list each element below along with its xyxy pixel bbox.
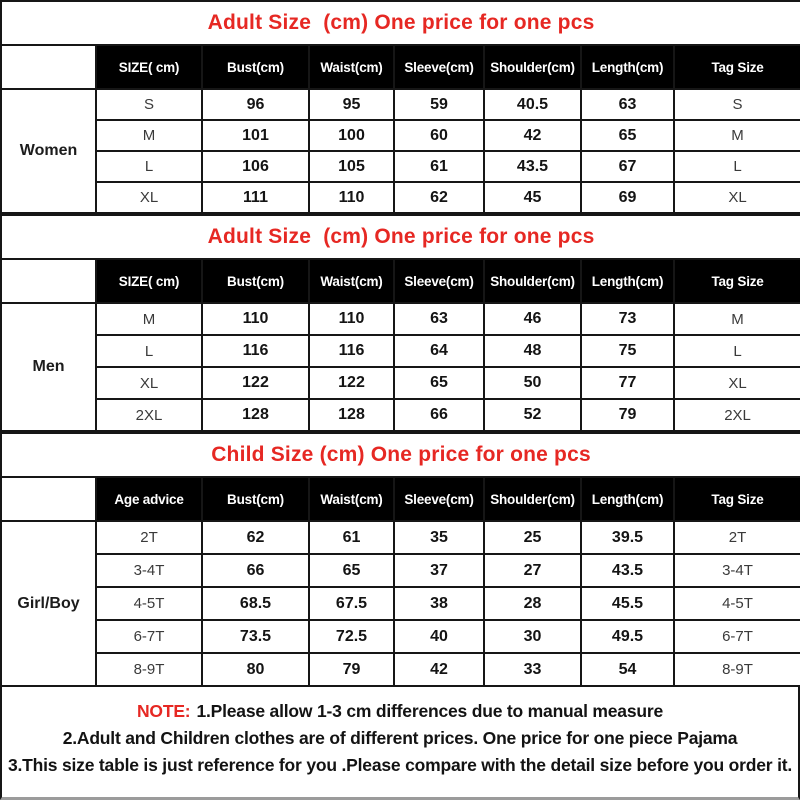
table-row xyxy=(1,367,800,399)
column-header: Sleeve(cm) xyxy=(394,259,484,303)
measurement-value: 30 xyxy=(484,620,581,653)
row-size-label: M xyxy=(96,120,202,151)
measurement-value: 64 xyxy=(394,335,484,367)
measurement-value: 65 xyxy=(309,554,394,587)
tag-size-value: L xyxy=(674,335,800,367)
row-size-label: L xyxy=(96,335,202,367)
row-size-label: XL xyxy=(96,367,202,399)
measurement-value: 110 xyxy=(309,182,394,213)
measurement-value: 73.5 xyxy=(202,620,309,653)
group-label: Women xyxy=(1,89,96,213)
table-header-row xyxy=(1,259,800,303)
column-header: Waist(cm) xyxy=(309,45,394,89)
table-header-row xyxy=(1,477,800,521)
measurement-value: 63 xyxy=(394,303,484,335)
table-header-row xyxy=(1,45,800,89)
measurement-value: 67 xyxy=(581,151,674,182)
row-size-label: XL xyxy=(96,182,202,213)
measurement-value: 49.5 xyxy=(581,620,674,653)
measurement-value: 46 xyxy=(484,303,581,335)
measurement-value: 106 xyxy=(202,151,309,182)
table-row xyxy=(1,89,800,120)
measurement-value: 43.5 xyxy=(581,554,674,587)
tag-size-value: M xyxy=(674,120,800,151)
measurement-value: 95 xyxy=(309,89,394,120)
row-size-label: 6-7T xyxy=(96,620,202,653)
measurement-value: 39.5 xyxy=(581,521,674,554)
measurement-value: 128 xyxy=(309,399,394,431)
measurement-value: 54 xyxy=(581,653,674,686)
measurement-value: 111 xyxy=(202,182,309,213)
row-size-label: 8-9T xyxy=(96,653,202,686)
note-item-3: 3.This size table is just reference for you .Please compare with the detail size before you order it. xyxy=(7,755,793,775)
measurement-value: 122 xyxy=(309,367,394,399)
row-size-label: S xyxy=(96,89,202,120)
measurement-value: 45 xyxy=(484,182,581,213)
column-header: Waist(cm) xyxy=(309,477,394,521)
column-header: Shoulder(cm) xyxy=(484,45,581,89)
women-size-table xyxy=(0,0,800,214)
measurement-value: 42 xyxy=(394,653,484,686)
measurement-value: 50 xyxy=(484,367,581,399)
table-title-row xyxy=(1,215,800,259)
tag-size-value: 2T xyxy=(674,521,800,554)
measurement-value: 73 xyxy=(581,303,674,335)
tag-size-value: XL xyxy=(674,182,800,213)
measurement-value: 62 xyxy=(394,182,484,213)
column-header: SIZE( cm) xyxy=(96,45,202,89)
child-size-table xyxy=(0,432,800,687)
measurement-value: 35 xyxy=(394,521,484,554)
measurement-value: 66 xyxy=(202,554,309,587)
row-size-label: L xyxy=(96,151,202,182)
table-row xyxy=(1,151,800,182)
measurement-value: 65 xyxy=(394,367,484,399)
measurement-value: 40.5 xyxy=(484,89,581,120)
row-size-label: 3-4T xyxy=(96,554,202,587)
row-size-label: 4-5T xyxy=(96,587,202,620)
measurement-value: 80 xyxy=(202,653,309,686)
measurement-value: 110 xyxy=(202,303,309,335)
measurement-value: 61 xyxy=(309,521,394,554)
table-row xyxy=(1,653,800,686)
column-header: Bust(cm) xyxy=(202,259,309,303)
column-header: Bust(cm) xyxy=(202,477,309,521)
table-row xyxy=(1,620,800,653)
measurement-value: 67.5 xyxy=(309,587,394,620)
measurement-value: 66 xyxy=(394,399,484,431)
table-title: Adult Size (cm) One price for one pcs xyxy=(1,215,800,259)
measurement-value: 79 xyxy=(309,653,394,686)
measurement-value: 72.5 xyxy=(309,620,394,653)
corner-cell xyxy=(1,259,96,303)
column-header: Length(cm) xyxy=(581,477,674,521)
measurement-value: 37 xyxy=(394,554,484,587)
table-row xyxy=(1,554,800,587)
column-header: Tag Size xyxy=(674,477,800,521)
table-row xyxy=(1,120,800,151)
row-size-label: 2T xyxy=(96,521,202,554)
table-row xyxy=(1,399,800,431)
column-header: Sleeve(cm) xyxy=(394,45,484,89)
table-title-row xyxy=(1,1,800,45)
measurement-value: 100 xyxy=(309,120,394,151)
measurement-value: 68.5 xyxy=(202,587,309,620)
tag-size-value: 4-5T xyxy=(674,587,800,620)
column-header: Bust(cm) xyxy=(202,45,309,89)
measurement-value: 28 xyxy=(484,587,581,620)
measurement-value: 116 xyxy=(202,335,309,367)
tag-size-value: M xyxy=(674,303,800,335)
measurement-value: 128 xyxy=(202,399,309,431)
tag-size-value: XL xyxy=(674,367,800,399)
table-row xyxy=(1,587,800,620)
measurement-value: 59 xyxy=(394,89,484,120)
measurement-value: 38 xyxy=(394,587,484,620)
tag-size-value: L xyxy=(674,151,800,182)
measurement-value: 77 xyxy=(581,367,674,399)
note-item-2: 2.Adult and Children clothes are of different prices. One price for one piece Pajama xyxy=(62,728,738,748)
measurement-value: 69 xyxy=(581,182,674,213)
measurement-value: 63 xyxy=(581,89,674,120)
tag-size-value: 6-7T xyxy=(674,620,800,653)
measurement-value: 60 xyxy=(394,120,484,151)
measurement-value: 101 xyxy=(202,120,309,151)
measurement-value: 52 xyxy=(484,399,581,431)
group-label: Men xyxy=(1,303,96,431)
table-row xyxy=(1,303,800,335)
tag-size-value: 2XL xyxy=(674,399,800,431)
tag-size-value: S xyxy=(674,89,800,120)
measurement-value: 42 xyxy=(484,120,581,151)
measurement-value: 75 xyxy=(581,335,674,367)
measurement-value: 62 xyxy=(202,521,309,554)
measurement-value: 96 xyxy=(202,89,309,120)
row-size-label: 2XL xyxy=(96,399,202,431)
column-header: Age advice xyxy=(96,477,202,521)
table-row xyxy=(1,182,800,213)
column-header: Sleeve(cm) xyxy=(394,477,484,521)
note-section xyxy=(0,687,800,800)
measurement-value: 25 xyxy=(484,521,581,554)
tag-size-value: 3-4T xyxy=(674,554,800,587)
note-item-1: 1.Please allow 1-3 cm differences due to manual measure xyxy=(196,701,663,721)
column-header: Tag Size xyxy=(674,45,800,89)
column-header: SIZE( cm) xyxy=(96,259,202,303)
column-header: Shoulder(cm) xyxy=(484,477,581,521)
table-row xyxy=(1,521,800,554)
table-title-row xyxy=(1,433,800,477)
column-header: Tag Size xyxy=(674,259,800,303)
corner-cell xyxy=(1,477,96,521)
row-size-label: M xyxy=(96,303,202,335)
table-row xyxy=(1,335,800,367)
corner-cell xyxy=(1,45,96,89)
measurement-value: 65 xyxy=(581,120,674,151)
measurement-value: 116 xyxy=(309,335,394,367)
measurement-value: 48 xyxy=(484,335,581,367)
measurement-value: 61 xyxy=(394,151,484,182)
note-label: NOTE: xyxy=(136,701,191,721)
measurement-value: 43.5 xyxy=(484,151,581,182)
table-title: Adult Size (cm) One price for one pcs xyxy=(1,1,800,45)
column-header: Length(cm) xyxy=(581,259,674,303)
men-size-table xyxy=(0,214,800,432)
tag-size-value: 8-9T xyxy=(674,653,800,686)
measurement-value: 27 xyxy=(484,554,581,587)
table-title: Child Size (cm) One price for one pcs xyxy=(1,433,800,477)
measurement-value: 105 xyxy=(309,151,394,182)
measurement-value: 40 xyxy=(394,620,484,653)
column-header: Shoulder(cm) xyxy=(484,259,581,303)
measurement-value: 45.5 xyxy=(581,587,674,620)
column-header: Waist(cm) xyxy=(309,259,394,303)
group-label: Girl/Boy xyxy=(1,521,96,686)
measurement-value: 110 xyxy=(309,303,394,335)
note-line-1 xyxy=(2,698,798,725)
measurement-value: 122 xyxy=(202,367,309,399)
measurement-value: 33 xyxy=(484,653,581,686)
measurement-value: 79 xyxy=(581,399,674,431)
column-header: Length(cm) xyxy=(581,45,674,89)
